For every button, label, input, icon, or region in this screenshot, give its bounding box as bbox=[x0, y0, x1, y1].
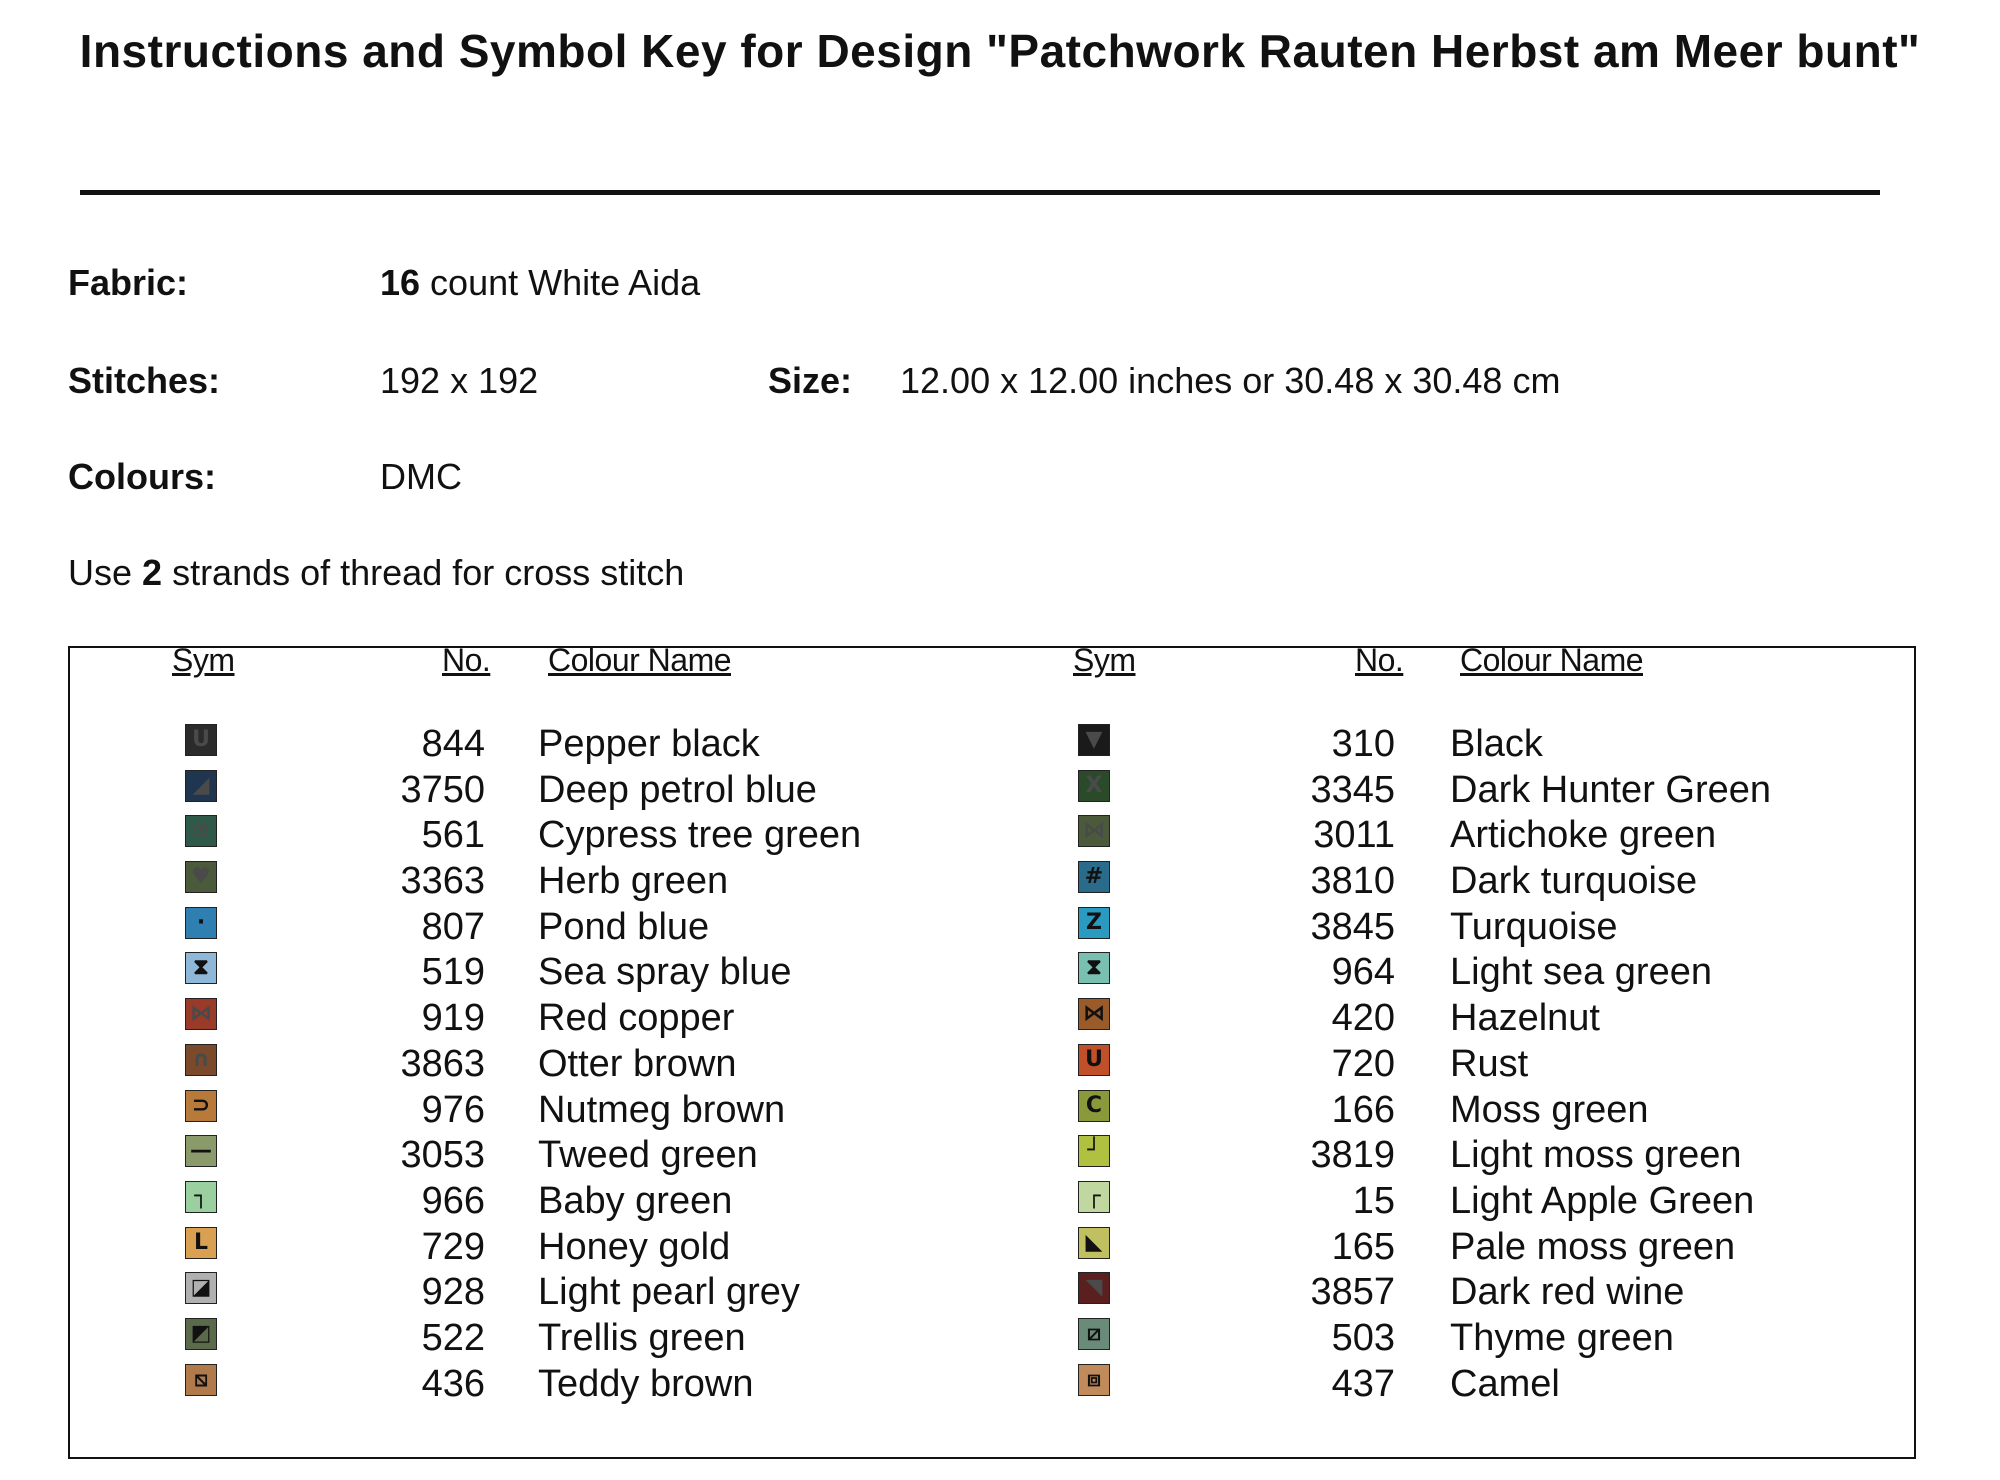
colour-name: Moss green bbox=[1450, 1088, 1649, 1131]
dmc-number: 807 bbox=[421, 905, 485, 948]
dmc-number: 165 bbox=[1331, 1225, 1395, 1268]
dmc-number: 3363 bbox=[400, 860, 485, 903]
dmc-number: 3819 bbox=[1310, 1134, 1395, 1177]
colour-name: Light pearl grey bbox=[538, 1271, 800, 1314]
thread-symbol-icon: ⊙ bbox=[185, 815, 217, 847]
header-sym-right: Sym bbox=[1073, 642, 1136, 678]
colour-name: Deep petrol blue bbox=[538, 768, 817, 811]
instruction-post: strands of thread for cross stitch bbox=[162, 552, 685, 593]
colour-name: Hazelnut bbox=[1450, 997, 1600, 1040]
thread-symbol-icon: U bbox=[185, 724, 217, 756]
header-no-left: No. bbox=[442, 642, 491, 678]
thread-symbol-icon: ⋈ bbox=[1078, 998, 1110, 1030]
colour-name: Thyme green bbox=[1450, 1316, 1674, 1359]
header-name-left: Colour Name bbox=[548, 642, 732, 678]
dmc-number: 729 bbox=[421, 1225, 485, 1268]
fabric-label: Fabric: bbox=[68, 262, 189, 303]
instruction-pre: Use bbox=[68, 552, 143, 593]
dmc-number: 166 bbox=[1331, 1088, 1395, 1131]
colour-name: Camel bbox=[1450, 1362, 1560, 1405]
thread-symbol-icon: ♥ bbox=[185, 861, 217, 893]
thread-symbol-icon: # bbox=[1078, 861, 1110, 893]
thread-symbol-icon: ◣ bbox=[1078, 1227, 1110, 1259]
thread-symbol-icon: ▼ bbox=[1078, 724, 1110, 756]
colour-name: Rust bbox=[1450, 1042, 1529, 1085]
dmc-number: 976 bbox=[421, 1088, 485, 1131]
colour-name: Tweed green bbox=[538, 1134, 758, 1177]
dmc-number: 966 bbox=[421, 1179, 485, 1222]
thread-symbol-icon: ┐ bbox=[185, 1181, 217, 1213]
thread-symbol-icon: ┌ bbox=[1078, 1181, 1110, 1213]
title-divider bbox=[80, 190, 1880, 195]
fabric-rest: count White Aida bbox=[420, 262, 701, 303]
colour-name: Black bbox=[1450, 723, 1543, 765]
colour-name: Baby green bbox=[538, 1179, 733, 1222]
colour-name: Nutmeg brown bbox=[538, 1088, 786, 1131]
dmc-number: 310 bbox=[1331, 723, 1395, 765]
thread-symbol-icon: X bbox=[1078, 770, 1110, 802]
colour-name: Herb green bbox=[538, 860, 729, 903]
fabric-value bbox=[380, 262, 700, 304]
colour-name: Dark Hunter Green bbox=[1450, 768, 1772, 811]
dmc-number: 15 bbox=[1352, 1179, 1395, 1222]
dmc-number: 3011 bbox=[1313, 814, 1395, 857]
header-name-right: Colour Name bbox=[1460, 642, 1644, 678]
thread-symbol-icon: ◢ bbox=[185, 770, 217, 802]
fabric-count: 16 bbox=[380, 262, 421, 303]
dmc-number: 720 bbox=[1331, 1042, 1395, 1085]
size-value: 12.00 x 12.00 inches or 30.48 x 30.48 cm bbox=[900, 360, 1561, 401]
dmc-number: 928 bbox=[421, 1271, 485, 1314]
header-no-right: No. bbox=[1355, 642, 1404, 678]
dmc-number: 3345 bbox=[1310, 768, 1395, 811]
thread-symbol-icon: ⋈ bbox=[185, 998, 217, 1030]
thread-symbol-icon: C bbox=[1078, 1090, 1110, 1122]
dmc-number: 561 bbox=[421, 814, 485, 857]
instruction-strands: 2 bbox=[142, 552, 163, 593]
colour-name: Otter brown bbox=[538, 1042, 737, 1085]
header-sym-left: Sym bbox=[172, 642, 235, 678]
thread-symbol-icon: ◥ bbox=[1078, 1272, 1110, 1304]
thread-symbol-icon: Z bbox=[1078, 907, 1110, 939]
thread-symbol-icon: ⧄ bbox=[1078, 1318, 1110, 1350]
thread-symbol-icon: · bbox=[185, 907, 217, 939]
colour-name: Red copper bbox=[538, 997, 735, 1040]
thread-symbol-icon: ⧅ bbox=[185, 1364, 217, 1396]
colour-name: Artichoke green bbox=[1450, 814, 1717, 857]
colour-name: Turquoise bbox=[1450, 905, 1618, 948]
thread-symbol-icon: U bbox=[1078, 1044, 1110, 1076]
colour-name: Pond blue bbox=[538, 905, 710, 948]
colour-name: Sea spray blue bbox=[538, 951, 792, 994]
colour-name: Trellis green bbox=[538, 1316, 746, 1359]
page-title: Instructions and Symbol Key for Design "Patchwork Rauten Herbst am Meer bunt" bbox=[79, 25, 1921, 77]
dmc-number: 437 bbox=[1331, 1362, 1395, 1405]
stitches-label: Stitches: bbox=[68, 360, 221, 401]
instruction-line bbox=[68, 552, 684, 594]
dmc-number: 503 bbox=[1331, 1316, 1395, 1359]
dmc-number: 522 bbox=[421, 1316, 485, 1359]
colour-name: Dark red wine bbox=[1450, 1271, 1685, 1314]
dmc-number: 3863 bbox=[400, 1042, 485, 1085]
colour-name: Light sea green bbox=[1450, 951, 1712, 994]
thread-symbol-icon: ⊃ bbox=[185, 1090, 217, 1122]
stitches-value: 192 x 192 bbox=[380, 360, 539, 401]
thread-symbol-icon: — bbox=[185, 1135, 217, 1167]
dmc-number: 964 bbox=[1331, 951, 1395, 994]
dmc-number: 3750 bbox=[400, 768, 485, 811]
thread-symbol-icon: ⋈ bbox=[1078, 815, 1110, 847]
colour-name: Cypress tree green bbox=[538, 814, 862, 857]
thread-symbol-icon: L bbox=[185, 1227, 217, 1259]
colours-value: DMC bbox=[380, 456, 462, 497]
colour-name: Pepper black bbox=[538, 723, 760, 765]
dmc-number: 436 bbox=[421, 1362, 485, 1405]
colour-name: Light moss green bbox=[1450, 1134, 1742, 1177]
dmc-number: 3845 bbox=[1310, 905, 1395, 948]
size-label: Size: bbox=[768, 360, 853, 401]
dmc-number: 919 bbox=[421, 997, 485, 1040]
dmc-number: 3053 bbox=[400, 1134, 485, 1177]
dmc-number: 420 bbox=[1331, 997, 1395, 1040]
dmc-number: 3810 bbox=[1310, 860, 1395, 903]
thread-symbol-icon: ┘ bbox=[1078, 1135, 1110, 1167]
colour-name: Pale moss green bbox=[1450, 1225, 1736, 1268]
thread-symbol-icon: ∩ bbox=[185, 1044, 217, 1076]
thread-symbol-icon: ⧗ bbox=[185, 952, 217, 984]
colour-name: Light Apple Green bbox=[1450, 1179, 1755, 1222]
thread-symbol-icon: ◩ bbox=[185, 1318, 217, 1350]
thread-symbol-icon: ⧗ bbox=[1078, 952, 1110, 984]
dmc-number: 844 bbox=[421, 723, 485, 765]
colours-label: Colours: bbox=[68, 456, 216, 497]
thread-symbol-icon: ⧈ bbox=[1078, 1364, 1110, 1396]
thread-symbol-icon: ◪ bbox=[185, 1272, 217, 1304]
dmc-number: 3857 bbox=[1310, 1271, 1395, 1314]
dmc-number: 519 bbox=[421, 951, 485, 994]
colour-name: Teddy brown bbox=[538, 1362, 754, 1405]
colour-name: Honey gold bbox=[538, 1225, 731, 1268]
colour-name: Dark turquoise bbox=[1450, 860, 1698, 903]
